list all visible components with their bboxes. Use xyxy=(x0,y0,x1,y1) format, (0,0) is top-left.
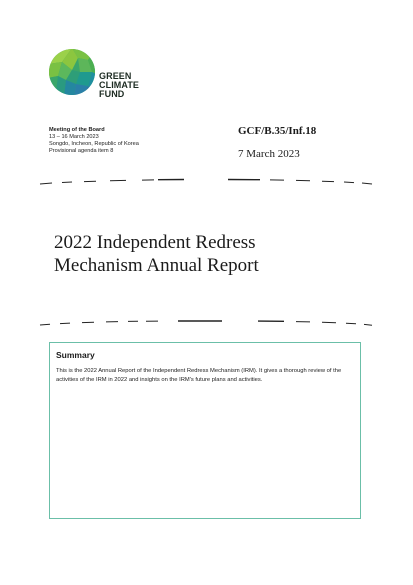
logo-line-fund: FUND xyxy=(99,89,125,99)
report-title xyxy=(54,231,374,277)
bottom-divider xyxy=(38,316,374,328)
meeting-info xyxy=(49,127,219,155)
top-divider xyxy=(38,176,374,188)
gcf-logo xyxy=(48,48,188,108)
meeting-agenda: Provisional agenda item 8 xyxy=(49,148,114,154)
logo-wordmark xyxy=(99,72,139,99)
document-code: GCF/B.35/Inf.18 xyxy=(238,125,317,137)
meeting-dates: 13 – 16 March 2023 xyxy=(49,134,99,140)
summary-body: This is the 2022 Annual Report of the Independent Redress Mechanism (IRM). It gives a thorough review of the activities of the IRM in 2022 and insights on the IRM's future plans and activities. xyxy=(56,368,342,384)
gcf-globe-icon xyxy=(48,48,96,96)
logo-line-green: GREEN xyxy=(99,71,132,81)
document-date: 7 March 2023 xyxy=(238,148,300,160)
report-title-line-1: 2022 Independent Redress xyxy=(54,232,256,253)
meeting-title: Meeting of the Board xyxy=(49,127,105,133)
meeting-location: Songdo, Incheon, Republic of Korea xyxy=(49,141,139,147)
logo-line-climate: CLIMATE xyxy=(99,80,140,90)
summary-heading: Summary xyxy=(56,350,95,360)
summary-box xyxy=(49,342,361,519)
report-title-line-2: Mechanism Annual Report xyxy=(54,255,259,276)
